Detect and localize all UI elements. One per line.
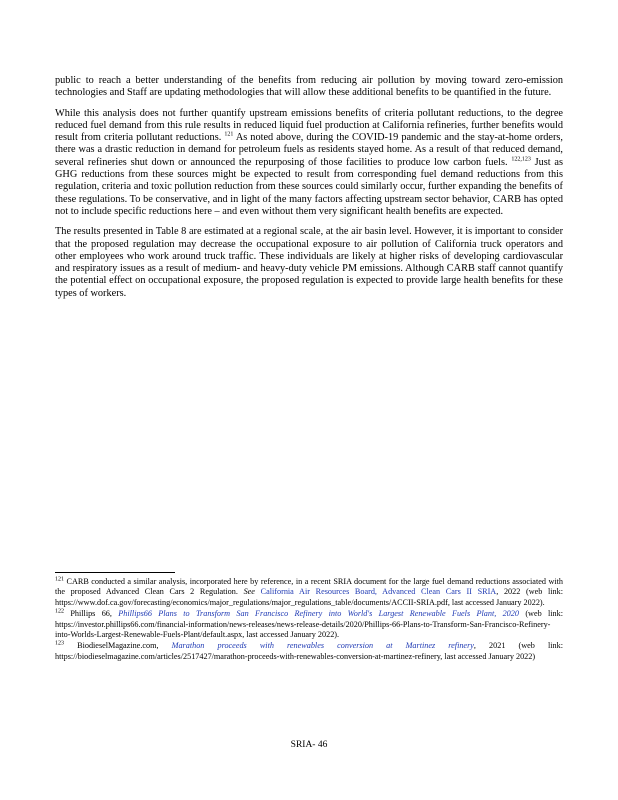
footnote-text: BiodieselMagazine.com, bbox=[77, 641, 159, 651]
paragraph-2-text-b: As noted above, during the COVID-19 pandemic and the stay-at-home orders, there was a drastic reduction in demand for petroleum fuels as residents stayed home. As a result of that reduced demand, several refineries shut down or announced the repurposing of those facilities to produce low carbon fuels. bbox=[55, 132, 564, 168]
footnote-link[interactable]: Marathon proceeds with renewables conversion at Martinez refinery bbox=[171, 641, 474, 651]
footnote-link[interactable]: Phillips66 Plans to Transform San Francisco Refinery into World's Largest Renewable Fuels Plant, 2020 bbox=[118, 609, 519, 619]
page-number: SRIA- 46 bbox=[290, 740, 328, 750]
footnote-see: See bbox=[243, 587, 255, 597]
footnote-ref-121[interactable]: 121 bbox=[224, 131, 234, 138]
paragraph-1: public to reach a better understanding of the benefits from reducing air pollution by moving toward zero-emission technologies and Staff are updating methodologies that will allow these additional benefits to be quantified in the future. bbox=[55, 75, 563, 99]
footnote-divider bbox=[55, 572, 175, 573]
footnote-number: 123 bbox=[55, 640, 64, 647]
footnote-text: CARB conducted a similar analysis, incorporated here by reference, in a recent SRIA document for the large fuel demand reductions associated with the proposed Advanced Clean Cars 2 Regulation. bbox=[55, 577, 563, 597]
footnote-text: Phillips 66, bbox=[70, 609, 112, 619]
footnote-link[interactable]: California Air Resources Board, Advanced Clean Cars II SRIA bbox=[260, 587, 497, 597]
footnote-122 bbox=[55, 609, 563, 640]
paragraph-2-text-c: Just as GHG reductions from these sources might be expected to result from corresponding fuel demand reductions from this regulation, criteria and toxic pollution reduction from these sources could similarly occur, further expanding the benefits of these regulations. To be conservative, and in light of the many factors affecting upstream sector behavior, CARB has opted not to include specific reductions here – and even without them very significant health benefits are expected. bbox=[55, 156, 564, 217]
paragraph-2-text-a: While this analysis does not further quantify upstream emissions benefits of criteria pollutant reductions, to the degree reduced fuel demand from this rule results in reduced liquid fuel production at California refineries, further benefits would result from criteria pollutant reductions. bbox=[55, 107, 563, 144]
footnote-number: 121 bbox=[55, 576, 64, 583]
paragraph-3: The results presented in Table 8 are estimated at a regional scale, at the air basin level. However, it is important to consider that the proposed regulation may decrease the occupational exposure to air pollution of California truck operators and other employees who work around truck traffic. These individuals are likely at higher risks of developing cardiovascular and respiratory issues as a result of medium- and heavy-duty vehicle PM emissions. Although CARB staff cannot quantify the potential effect on occupational exposure, the proposed regulation is expected to provide large health benefits for these types of workers. bbox=[55, 226, 563, 299]
footnote-text-tail: , 2021 (web link: https://biodieselmagazine.com/articles/2517427/marathon-proceeds-with-renewables-conversion-at-martinez-refinery, last accessed January 2022) bbox=[55, 641, 563, 661]
footnote-123 bbox=[55, 641, 563, 662]
footnote-ref-122-123[interactable]: 122,123 bbox=[511, 156, 531, 163]
footnote-text-tail: , 2022 (web link: https://www.dof.ca.gov/forecasting/economics/major_regulations/major_regulations_table/documents/ACCII-SRIA.pdf, last accessed January 2022). bbox=[55, 587, 564, 607]
footnote-number: 122 bbox=[55, 608, 64, 615]
paragraph-2 bbox=[55, 108, 563, 219]
footnotes bbox=[55, 577, 563, 663]
body-text bbox=[55, 75, 563, 308]
footnote-121 bbox=[55, 577, 563, 608]
footnote-text-tail: (web link: https://investor.phillips66.com/financial-information/news-releases/news-release-details/2020/Phillips-66-Plans-to-Transform-San-Francisco-Refinery-into-Worlds-Largest-Renewable-Fuels-Plant/default.aspx, last accessed January 2022). bbox=[55, 609, 564, 640]
